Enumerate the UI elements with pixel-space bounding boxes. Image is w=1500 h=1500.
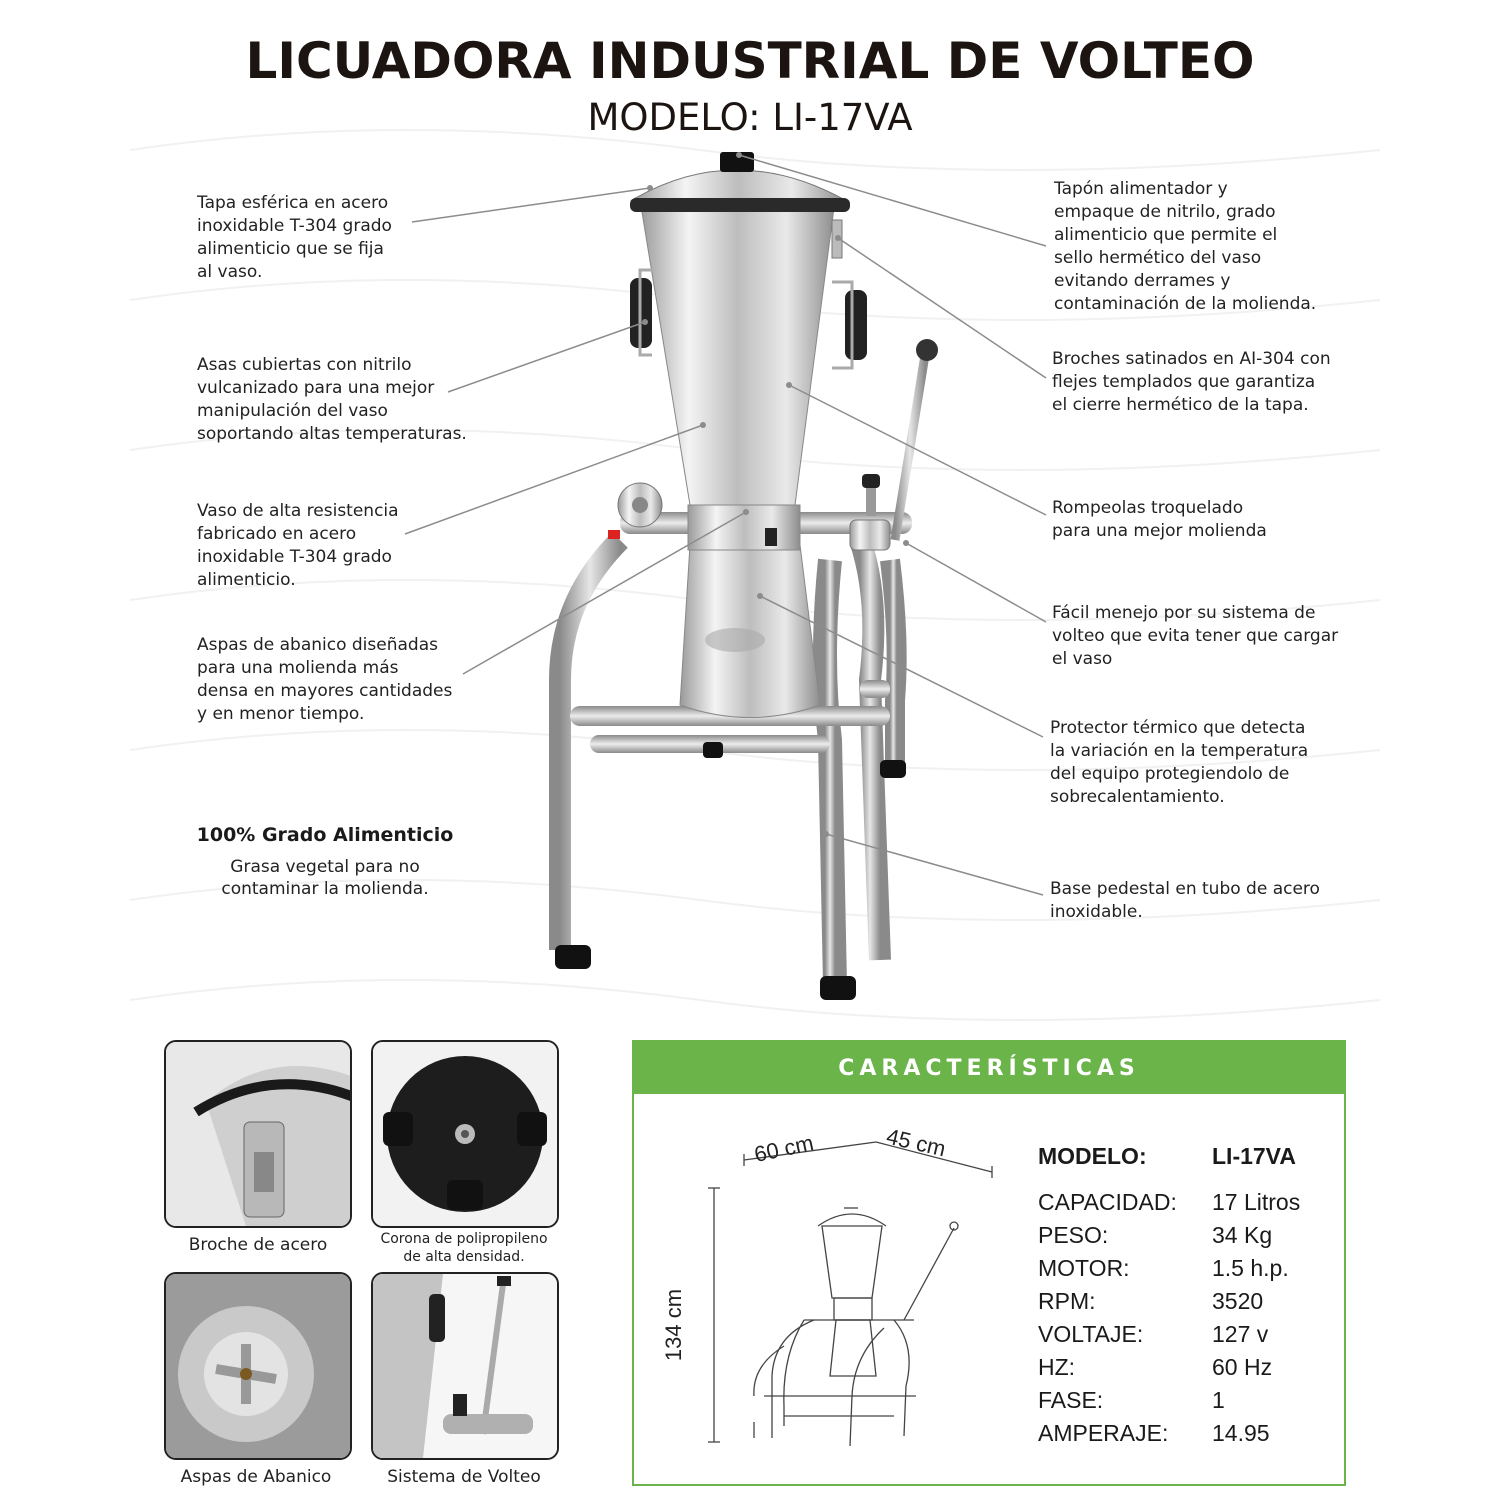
specs-table — [1038, 1134, 1300, 1450]
motor-housing — [680, 505, 820, 718]
spec-value: 34 Kg — [1212, 1222, 1273, 1248]
thumb-corona — [371, 1040, 559, 1228]
spec-label: MODELO: — [1038, 1142, 1147, 1169]
feature-broches: Broches satinados en AI-304 con flejes templados que garantiza el cierre hermético de la tapa. — [1052, 349, 1331, 415]
feature-base: Base pedestal en tubo de acero inoxidable. — [1050, 879, 1320, 922]
spec-value: LI-17VA — [1212, 1142, 1296, 1169]
spec-label: CAPACIDAD: — [1038, 1189, 1177, 1215]
spec-row — [1038, 1285, 1300, 1318]
spec-label: RPM: — [1038, 1288, 1096, 1314]
spec-row — [1038, 1384, 1300, 1417]
feature-volteo: Fácil menejo por su sistema de volteo que evita tener que cargar el vaso — [1052, 603, 1339, 669]
dimension-width: 60 cm — [751, 1130, 816, 1167]
spec-row — [1038, 1318, 1300, 1351]
grado-title: 100% Grado Alimenticio — [196, 824, 454, 846]
dimension-drawing — [654, 1106, 1014, 1476]
spec-row — [1038, 1186, 1300, 1219]
thumb-volteo — [371, 1272, 559, 1460]
specs-panel — [632, 1040, 1346, 1486]
thumb-broche — [164, 1040, 352, 1228]
spec-value: 3520 — [1212, 1288, 1264, 1314]
page-title: LICUADORA INDUSTRIAL DE VOLTEO — [245, 32, 1255, 90]
jar — [630, 152, 867, 505]
thumb-caption-volteo: Sistema de Volteo — [387, 1467, 541, 1487]
feature-rompeolas: Rompeolas troquelado para una mejor molienda — [1052, 498, 1267, 541]
dimension-height: 134 cm — [661, 1288, 687, 1362]
spec-label: HZ: — [1038, 1354, 1076, 1380]
spec-value: 14.95 — [1212, 1420, 1270, 1446]
page-subtitle: MODELO: LI-17VA — [587, 96, 913, 139]
spec-label: MOTOR: — [1038, 1255, 1130, 1281]
spec-row — [1038, 1252, 1300, 1285]
spec-label: VOLTAJE: — [1038, 1321, 1144, 1347]
spec-row — [1038, 1351, 1300, 1384]
spec-row — [1038, 1417, 1300, 1450]
spec-value: 1 — [1212, 1387, 1225, 1413]
specs-header: CARACTERÍSTICAS — [634, 1042, 1344, 1094]
feature-tapa: Tapa esférica en acero inoxidable T-304 grado alimenticio que se fija al vaso. — [197, 193, 392, 282]
spec-label: FASE: — [1038, 1387, 1104, 1413]
spec-value: 1.5 h.p. — [1212, 1255, 1289, 1281]
grado-text: Grasa vegetal para no contaminar la molienda. — [221, 857, 429, 899]
feature-asas: Asas cubiertas con nitrilo vulcanizado para una mejor manipulación del vaso soportando altas temperaturas. — [197, 355, 467, 444]
spec-value: 127 v — [1212, 1321, 1269, 1347]
feature-aspas: Aspas de abanico diseñadas para una molienda más densa en mayores cantidades y en menor tiempo. — [197, 635, 453, 724]
dimension-depth: 45 cm — [884, 1123, 949, 1162]
spec-value: 60 Hz — [1212, 1354, 1273, 1380]
thumb-caption-broche: Broche de acero — [188, 1235, 328, 1255]
spec-row-model — [1038, 1134, 1300, 1178]
thumb-aspas — [164, 1272, 352, 1460]
thumb-caption-corona: Corona de polipropileno de alta densidad. — [380, 1231, 548, 1265]
feature-vaso: Vaso de alta resistencia fabricado en acero inoxidable T-304 grado alimenticio. — [197, 501, 399, 590]
spec-label: AMPERAJE: — [1038, 1420, 1169, 1446]
spec-label: PESO: — [1038, 1222, 1109, 1248]
spec-row — [1038, 1219, 1300, 1252]
spec-value: 17 Litros — [1212, 1189, 1301, 1215]
thumb-caption-aspas: Aspas de Abanico — [180, 1467, 332, 1487]
feature-protector: Protector térmico que detecta la variación en la temperatura del equipo protegiendolo de sobrecalentamiento. — [1050, 718, 1309, 807]
feature-tapon: Tapón alimentador y empaque de nitrilo, grado alimenticio que permite el sello hermético del vaso evitando derrames y contaminación de la molienda. — [1054, 179, 1317, 314]
